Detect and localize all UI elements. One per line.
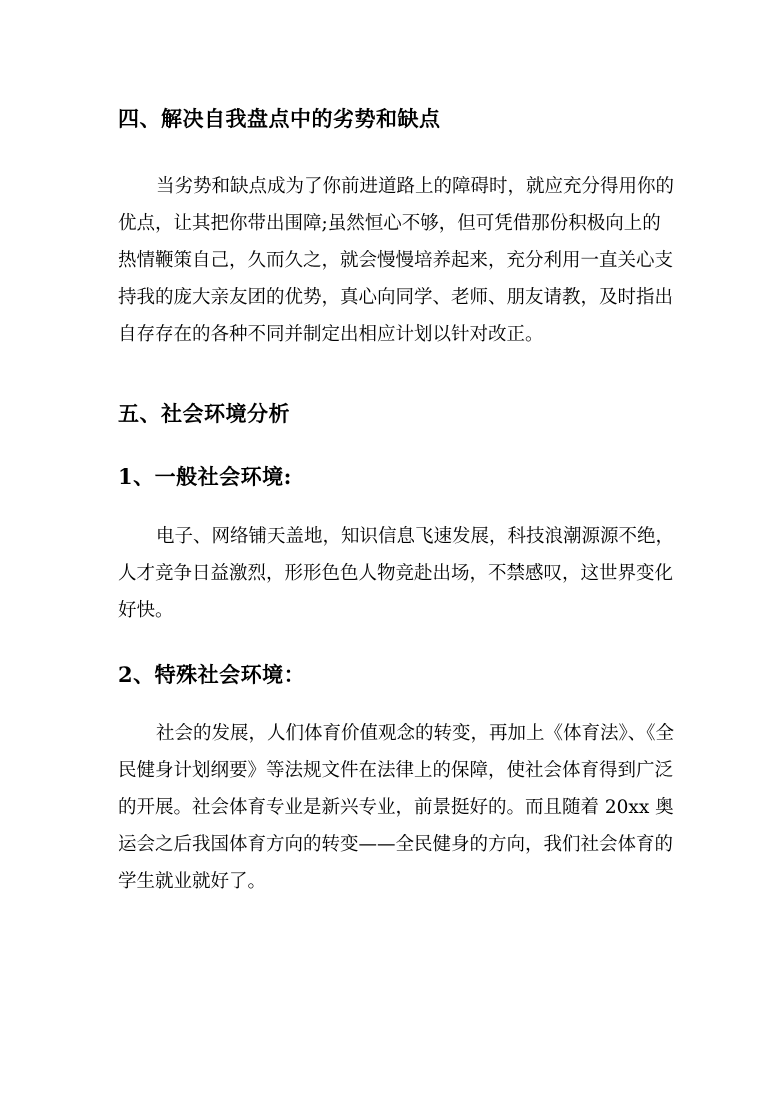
- paragraph-line: 自存存在的各种不同并制定出相应计划以针对改正。: [118, 324, 544, 345]
- section-5-heading: 五、社会环境分析: [118, 401, 290, 426]
- subsection-1-paragraph: [118, 518, 675, 629]
- paragraph-line: 的开展。社会体育专业是新兴专业，前景挺好的。而且随着 20xx 奥: [118, 797, 674, 818]
- paragraph-line: 运会之后我国体育方向的转变——全民健身的方向，我们社会体育的: [118, 834, 674, 855]
- subsection-1-heading: 1、一般社会环境:: [118, 464, 292, 489]
- paragraph-line: 热情鞭策自己，久而久之，就会慢慢培养起来，充分利用一直关心支: [118, 250, 674, 271]
- section-4-paragraph: [118, 168, 675, 353]
- paragraph-line: 社会的发展，人们体育价值观念的转变，再加上《体育法》、《全: [156, 723, 675, 744]
- paragraph-line: 学生就业就好了。: [118, 871, 267, 892]
- section-4-heading: 四、解决自我盘点中的劣势和缺点: [118, 106, 441, 131]
- paragraph-line: 民健身计划纲要》等法规文件在法律上的保障，使社会体育得到广泛: [118, 760, 674, 781]
- subsection-2-paragraph: [118, 715, 675, 900]
- paragraph-line: 人才竞争日益激烈，形形色色人物竞赴出场，不禁感叹，这世界变化: [118, 563, 674, 584]
- paragraph-line: 持我的庞大亲友团的优势，真心向同学、老师、朋友请教，及时指出: [118, 287, 674, 308]
- paragraph-line: 当劣势和缺点成为了你前进道路上的障碍时，就应充分得用你的: [156, 176, 675, 197]
- subsection-2-heading: 2、特殊社会环境：: [118, 662, 306, 687]
- paragraph-line: 优点，让其把你带出围障;虽然恒心不够，但可凭借那份积极向上的: [118, 213, 661, 234]
- paragraph-line: 电子、网络铺天盖地，知识信息飞速发展，科技浪潮源源不绝，: [156, 526, 675, 547]
- paragraph-line: 好快。: [118, 600, 174, 621]
